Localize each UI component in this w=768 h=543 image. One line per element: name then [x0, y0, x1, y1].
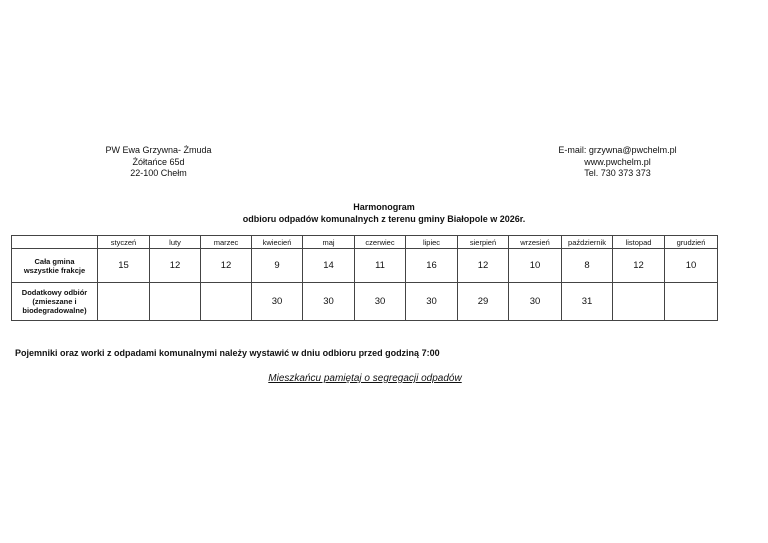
segregation-reminder: Mieszkańcu pamiętaj o segregacji odpadów — [268, 373, 462, 384]
pickup-day-cell — [201, 283, 252, 321]
month-header: lipiec — [406, 236, 458, 249]
pickup-day-cell — [150, 283, 201, 321]
pickup-day-cell: 30 — [509, 283, 562, 321]
pickup-day-cell: 10 — [509, 249, 562, 283]
pickup-day-cell: 30 — [355, 283, 406, 321]
row-label-all-fractions — [12, 249, 98, 283]
collection-time-notice: Pojemniki oraz worki z odpadami komunalnymi należy wystawić w dniu odbioru przed godziną 7:00 — [15, 348, 440, 358]
pickup-day-cell — [98, 283, 150, 321]
pickup-day-cell: 12 — [201, 249, 252, 283]
pickup-day-cell: 12 — [150, 249, 201, 283]
month-header: wrzesień — [509, 236, 562, 249]
pickup-day-cell: 10 — [665, 249, 718, 283]
pickup-day-cell: 12 — [458, 249, 509, 283]
document-title — [0, 201, 768, 225]
pickup-day-cell: 30 — [303, 283, 355, 321]
month-header: listopad — [613, 236, 665, 249]
sender-street: Żółtańce 65d — [132, 156, 185, 167]
row-label-line: Cała gmina — [34, 256, 75, 266]
month-header: sierpień — [458, 236, 509, 249]
pickup-day-cell: 12 — [613, 249, 665, 283]
pickup-day-cell: 14 — [303, 249, 355, 283]
month-header: grudzień — [665, 236, 718, 249]
pickup-day-cell: 16 — [406, 249, 458, 283]
pickup-day-cell: 15 — [98, 249, 150, 283]
collection-schedule-table — [11, 235, 718, 321]
title-line-1: Harmonogram — [353, 202, 415, 212]
pickup-day-cell: 11 — [355, 249, 406, 283]
month-header: czerwiec — [355, 236, 406, 249]
pickup-day-cell: 9 — [252, 249, 303, 283]
month-header: maj — [303, 236, 355, 249]
month-header-row — [12, 236, 718, 249]
row-label-line: biodegradowalne) — [22, 306, 87, 315]
pickup-day-cell — [665, 283, 718, 321]
sender-city: 22-100 Chełm — [130, 168, 187, 178]
sender-name: PW Ewa Grzywna- Żmuda — [105, 145, 212, 155]
pickup-day-cell: 31 — [562, 283, 613, 321]
contact-phone: Tel. 730 373 373 — [584, 168, 651, 178]
table-row-additional-pickup — [12, 283, 718, 321]
table-row-all-fractions — [12, 249, 718, 283]
contact-website: www.pwchelm.pl — [584, 156, 651, 167]
month-header: styczeń — [98, 236, 150, 249]
month-header: marzec — [201, 236, 252, 249]
sender-address — [96, 145, 221, 180]
row-label-additional-pickup — [12, 283, 98, 321]
row-label-line: Dodatkowy odbiór — [21, 288, 88, 297]
pickup-day-cell: 30 — [252, 283, 303, 321]
pickup-day-cell: 29 — [458, 283, 509, 321]
contact-info — [545, 145, 690, 180]
contact-email: E-mail: grzywna@pwchelm.pl — [558, 145, 677, 155]
month-header: luty — [150, 236, 201, 249]
row-label-line: wszystkie frakcje — [23, 265, 86, 275]
month-header: kwiecień — [252, 236, 303, 249]
row-label-line: (zmieszane i — [32, 297, 77, 306]
pickup-day-cell — [613, 283, 665, 321]
title-line-2: odbioru odpadów komunalnych z terenu gminy Białopole w 2026r. — [242, 214, 526, 224]
pickup-day-cell: 30 — [406, 283, 458, 321]
pickup-day-cell: 8 — [562, 249, 613, 283]
header-corner-cell — [12, 236, 98, 249]
month-header: październik — [562, 236, 613, 249]
